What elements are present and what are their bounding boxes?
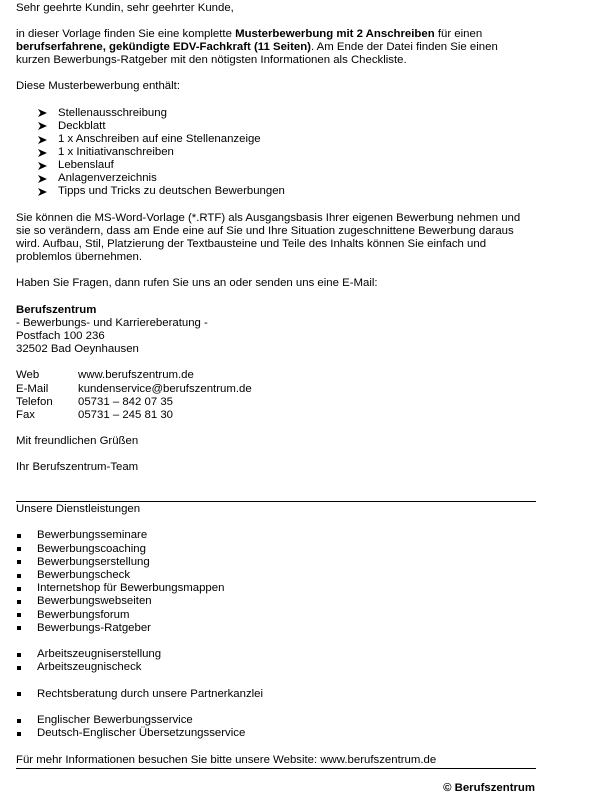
service-item: [16, 529, 536, 542]
website-text: www.berufszentrum.de: [78, 369, 194, 382]
contact-label: Fax: [16, 408, 35, 421]
services-group-english: [16, 714, 536, 740]
contact-row-email: [16, 383, 536, 396]
salutation: Sehr geehrte Kundin, sehr geehrter Kunde,: [16, 1, 234, 14]
more-info-text: Für mehr Informationen besuchen Sie bitte unsere Website: www.berufszentrum.de: [16, 753, 437, 766]
list-item: [16, 120, 536, 133]
arrow-bullet-icon: [38, 109, 47, 117]
list-item-label: Stellenausschreibung: [58, 106, 167, 119]
service-item: [16, 609, 536, 622]
square-bullet-icon: [17, 626, 21, 630]
list-item-label: 1 x Anschreiben auf eine Stellenanzeige: [58, 132, 261, 145]
service-item: [16, 556, 536, 569]
list-item-label: Tipps und Tricks zu deutschen Bewerbungen: [58, 185, 285, 198]
services-group-legal: [16, 688, 536, 701]
square-bullet-icon: [17, 587, 21, 591]
service-item: [16, 714, 536, 727]
service-item: [16, 648, 536, 661]
list-item: [16, 185, 536, 198]
square-bullet-icon: [17, 560, 21, 564]
contact-row-phone: [16, 396, 536, 409]
service-label: Internetshop für Bewerbungsmappen: [37, 582, 225, 595]
service-label: Bewerbungswebseiten: [37, 595, 152, 608]
arrow-bullet-icon: [38, 175, 47, 183]
closing-text: Mit freundlichen Grüßen: [16, 435, 139, 448]
usage-paragraph: [16, 212, 536, 265]
square-bullet-icon: [17, 666, 21, 670]
footer-divider: [16, 768, 536, 769]
service-label: Rechtsberatung durch unsere Partnerkanzlei: [37, 687, 264, 700]
service-label: Bewerbungscoaching: [37, 542, 146, 555]
signature-text: Ihr Berufszentrum-Team: [16, 461, 139, 474]
intro-line: kurzen Bewerbungs-Ratgeber mit den nötigsten Informationen als Checkliste.: [16, 54, 407, 67]
square-bullet-icon: [17, 719, 21, 723]
service-item: [16, 569, 536, 582]
intro-highlight: berufserfahrene, gekündigte EDV-Fachkraft (11 Seiten): [16, 40, 311, 53]
service-item: [16, 727, 536, 740]
service-label: Arbeitszeugniserstellung: [37, 648, 162, 661]
square-bullet-icon: [17, 547, 21, 551]
address-block: [16, 304, 536, 357]
arrow-bullet-icon: [38, 136, 47, 144]
contents-list: [16, 107, 536, 199]
services-group-application: [16, 529, 536, 635]
fax-text: 05731 – 245 81 30: [78, 408, 174, 421]
usage-line: problemlos übernehmen.: [16, 251, 143, 264]
list-item-label: Lebenslauf: [58, 159, 114, 172]
list-item: [16, 159, 536, 172]
square-bullet-icon: [17, 534, 21, 538]
contact-block: [16, 369, 536, 422]
cover-letter: [16, 2, 536, 475]
square-bullet-icon: [17, 732, 21, 736]
intro-line: [16, 28, 536, 41]
square-bullet-icon: [17, 600, 21, 604]
company-name: Berufszentrum: [16, 303, 97, 316]
contents-heading: Diese Musterbewerbung enthält:: [16, 80, 180, 93]
usage-line: wird. Aufbau, Stil, Platzierung der Textbausteine und Teile des Inhalts können Sie einfach und: [16, 238, 487, 251]
question-text: Haben Sie Fragen, dann rufen Sie uns an oder senden uns eine E-Mail:: [16, 277, 378, 290]
po-box: Postfach 100 236: [16, 330, 105, 343]
intro-text: in dieser Vorlage finden Sie eine komplette: [16, 27, 236, 40]
service-label: Deutsch-Englischer Übersetzungsservice: [37, 727, 246, 740]
service-item: [16, 622, 536, 635]
list-item-label: Anlagenverzeichnis: [58, 172, 157, 185]
usage-line: Sie können die MS-Word-Vorlage (*.RTF) als Ausgangsbasis Ihrer eigenen Bewerbung nehmen und: [16, 211, 521, 224]
intro-text: . Am Ende der Datei finden Sie einen: [310, 40, 498, 53]
square-bullet-icon: [17, 653, 21, 657]
service-item: [16, 582, 536, 595]
phone-text: 05731 – 842 07 35: [78, 395, 174, 408]
service-label: Bewerbungs-Ratgeber: [37, 621, 151, 634]
arrow-bullet-icon: [38, 162, 47, 170]
postal-city: 32502 Bad Oeynhausen: [16, 343, 139, 356]
intro-text: für einen: [434, 27, 483, 40]
list-item-label: 1 x Initiativanschreiben: [58, 146, 174, 159]
contact-row-web: [16, 369, 536, 382]
divider: [16, 501, 536, 502]
service-item: [16, 661, 536, 674]
service-label: Bewerbungserstellung: [37, 555, 150, 568]
services-section: [16, 503, 536, 767]
list-item: [16, 146, 536, 159]
service-label: Bewerbungsseminare: [37, 529, 148, 542]
services-heading: Unsere Dienstleistungen: [16, 503, 141, 515]
service-label: Bewerbungsforum: [37, 608, 130, 621]
list-item-label: Deckblatt: [58, 119, 106, 132]
arrow-bullet-icon: [38, 122, 47, 130]
service-label: Englischer Bewerbungsservice: [37, 714, 193, 726]
square-bullet-icon: [17, 613, 21, 617]
arrow-bullet-icon: [38, 149, 47, 157]
square-bullet-icon: [17, 574, 21, 578]
document-page: [16, 0, 536, 800]
list-item: [16, 172, 536, 185]
intro-line: [16, 41, 536, 54]
intro-highlight: Musterbewerbung mit 2 Anschreiben: [235, 27, 435, 40]
copyright-notice: © Berufszentrum: [443, 782, 535, 794]
list-item: [16, 107, 536, 120]
company-tagline: - Bewerbungs- und Karriereberatung -: [16, 316, 208, 329]
contact-label: E-Mail: [16, 382, 49, 395]
service-label: Bewerbungscheck: [37, 568, 131, 581]
arrow-bullet-icon: [38, 188, 47, 196]
service-item: [16, 595, 536, 608]
service-label: Arbeitszeugnischeck: [37, 661, 142, 674]
services-group-references: [16, 648, 536, 674]
list-item: [16, 133, 536, 146]
intro-paragraph: [16, 28, 536, 67]
contact-label: Telefon: [16, 395, 53, 408]
contact-label: Web: [16, 369, 40, 382]
service-item: [16, 688, 536, 701]
contact-row-fax: [16, 409, 536, 422]
email-text: kundenservice@berufszentrum.de: [78, 382, 252, 395]
service-item: [16, 543, 536, 556]
square-bullet-icon: [17, 692, 21, 696]
usage-line: sie so verändern, dass am Ende eine auf Sie und Ihre Situation zugeschnittene Bewerbung daraus: [16, 224, 514, 237]
